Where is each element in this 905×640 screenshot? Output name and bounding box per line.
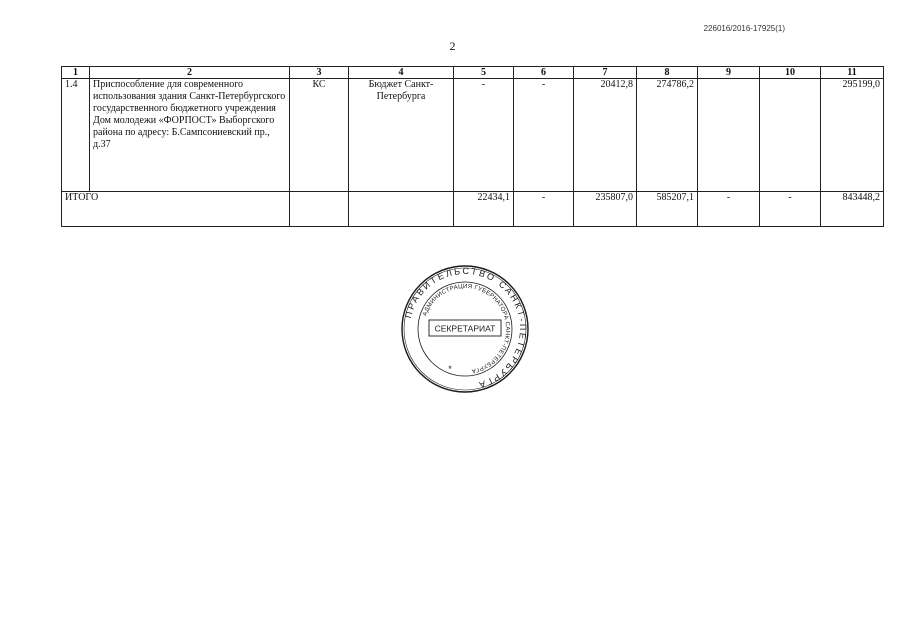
cell-col8: 274786,2 <box>637 79 698 192</box>
total-row <box>62 192 884 227</box>
total-col6: - <box>514 192 574 227</box>
column-header: 7 <box>574 67 637 79</box>
cell-col5: - <box>454 79 514 192</box>
total-col11: 843448,2 <box>821 192 884 227</box>
object-description: Приспособление для современного использования здания Санкт-Петербургского государственного бюджетного учреждения Дом молодежи «ФОРПОСТ» Выборгского района по адресу: Б.Сампсониевский пр., д.37 <box>90 79 290 192</box>
total-col4 <box>349 192 454 227</box>
cell-col7: 20412,8 <box>574 79 637 192</box>
cell-col11: 295199,0 <box>821 79 884 192</box>
total-col10: - <box>760 192 821 227</box>
column-header: 11 <box>821 67 884 79</box>
column-header: 1 <box>62 67 90 79</box>
total-col5: 22434,1 <box>454 192 514 227</box>
seal-star-icon: * <box>448 364 452 374</box>
seal-center-text: СЕКРЕТАРИАТ <box>434 323 496 334</box>
total-col3 <box>290 192 349 227</box>
column-header: 4 <box>349 67 454 79</box>
column-header: 8 <box>637 67 698 79</box>
total-col7: 235807,0 <box>574 192 637 227</box>
funding-source: Бюджет Санкт-Петербурга <box>349 79 454 192</box>
cell-col10 <box>760 79 821 192</box>
total-col8: 585207,1 <box>637 192 698 227</box>
header-row <box>62 67 884 79</box>
total-col9: - <box>698 192 760 227</box>
cell-col6: - <box>514 79 574 192</box>
column-header: 9 <box>698 67 760 79</box>
column-header: 10 <box>760 67 821 79</box>
page-number: 2 <box>449 39 456 53</box>
table-row <box>62 79 884 192</box>
official-seal-stamp <box>400 264 530 394</box>
document-number: 226016/2016-17925(1) <box>703 24 785 33</box>
total-label: ИТОГО <box>62 192 290 227</box>
row-number: 1.4 <box>62 79 90 192</box>
column-header: 6 <box>514 67 574 79</box>
column-header: 5 <box>454 67 514 79</box>
cell-col9 <box>698 79 760 192</box>
column-header: 2 <box>90 67 290 79</box>
seal-inner-text: АДМИНИСТРАЦИЯ ГУБЕРНАТОРА САНКТ-ПЕТЕРБУРГА <box>422 283 511 374</box>
column-header: 3 <box>290 67 349 79</box>
seal-outer-text: ПРАВИТЕЛЬСТВО САНКТ-ПЕТЕРБУРГА <box>403 265 529 391</box>
budget-table <box>61 66 884 227</box>
work-type: КС <box>290 79 349 192</box>
